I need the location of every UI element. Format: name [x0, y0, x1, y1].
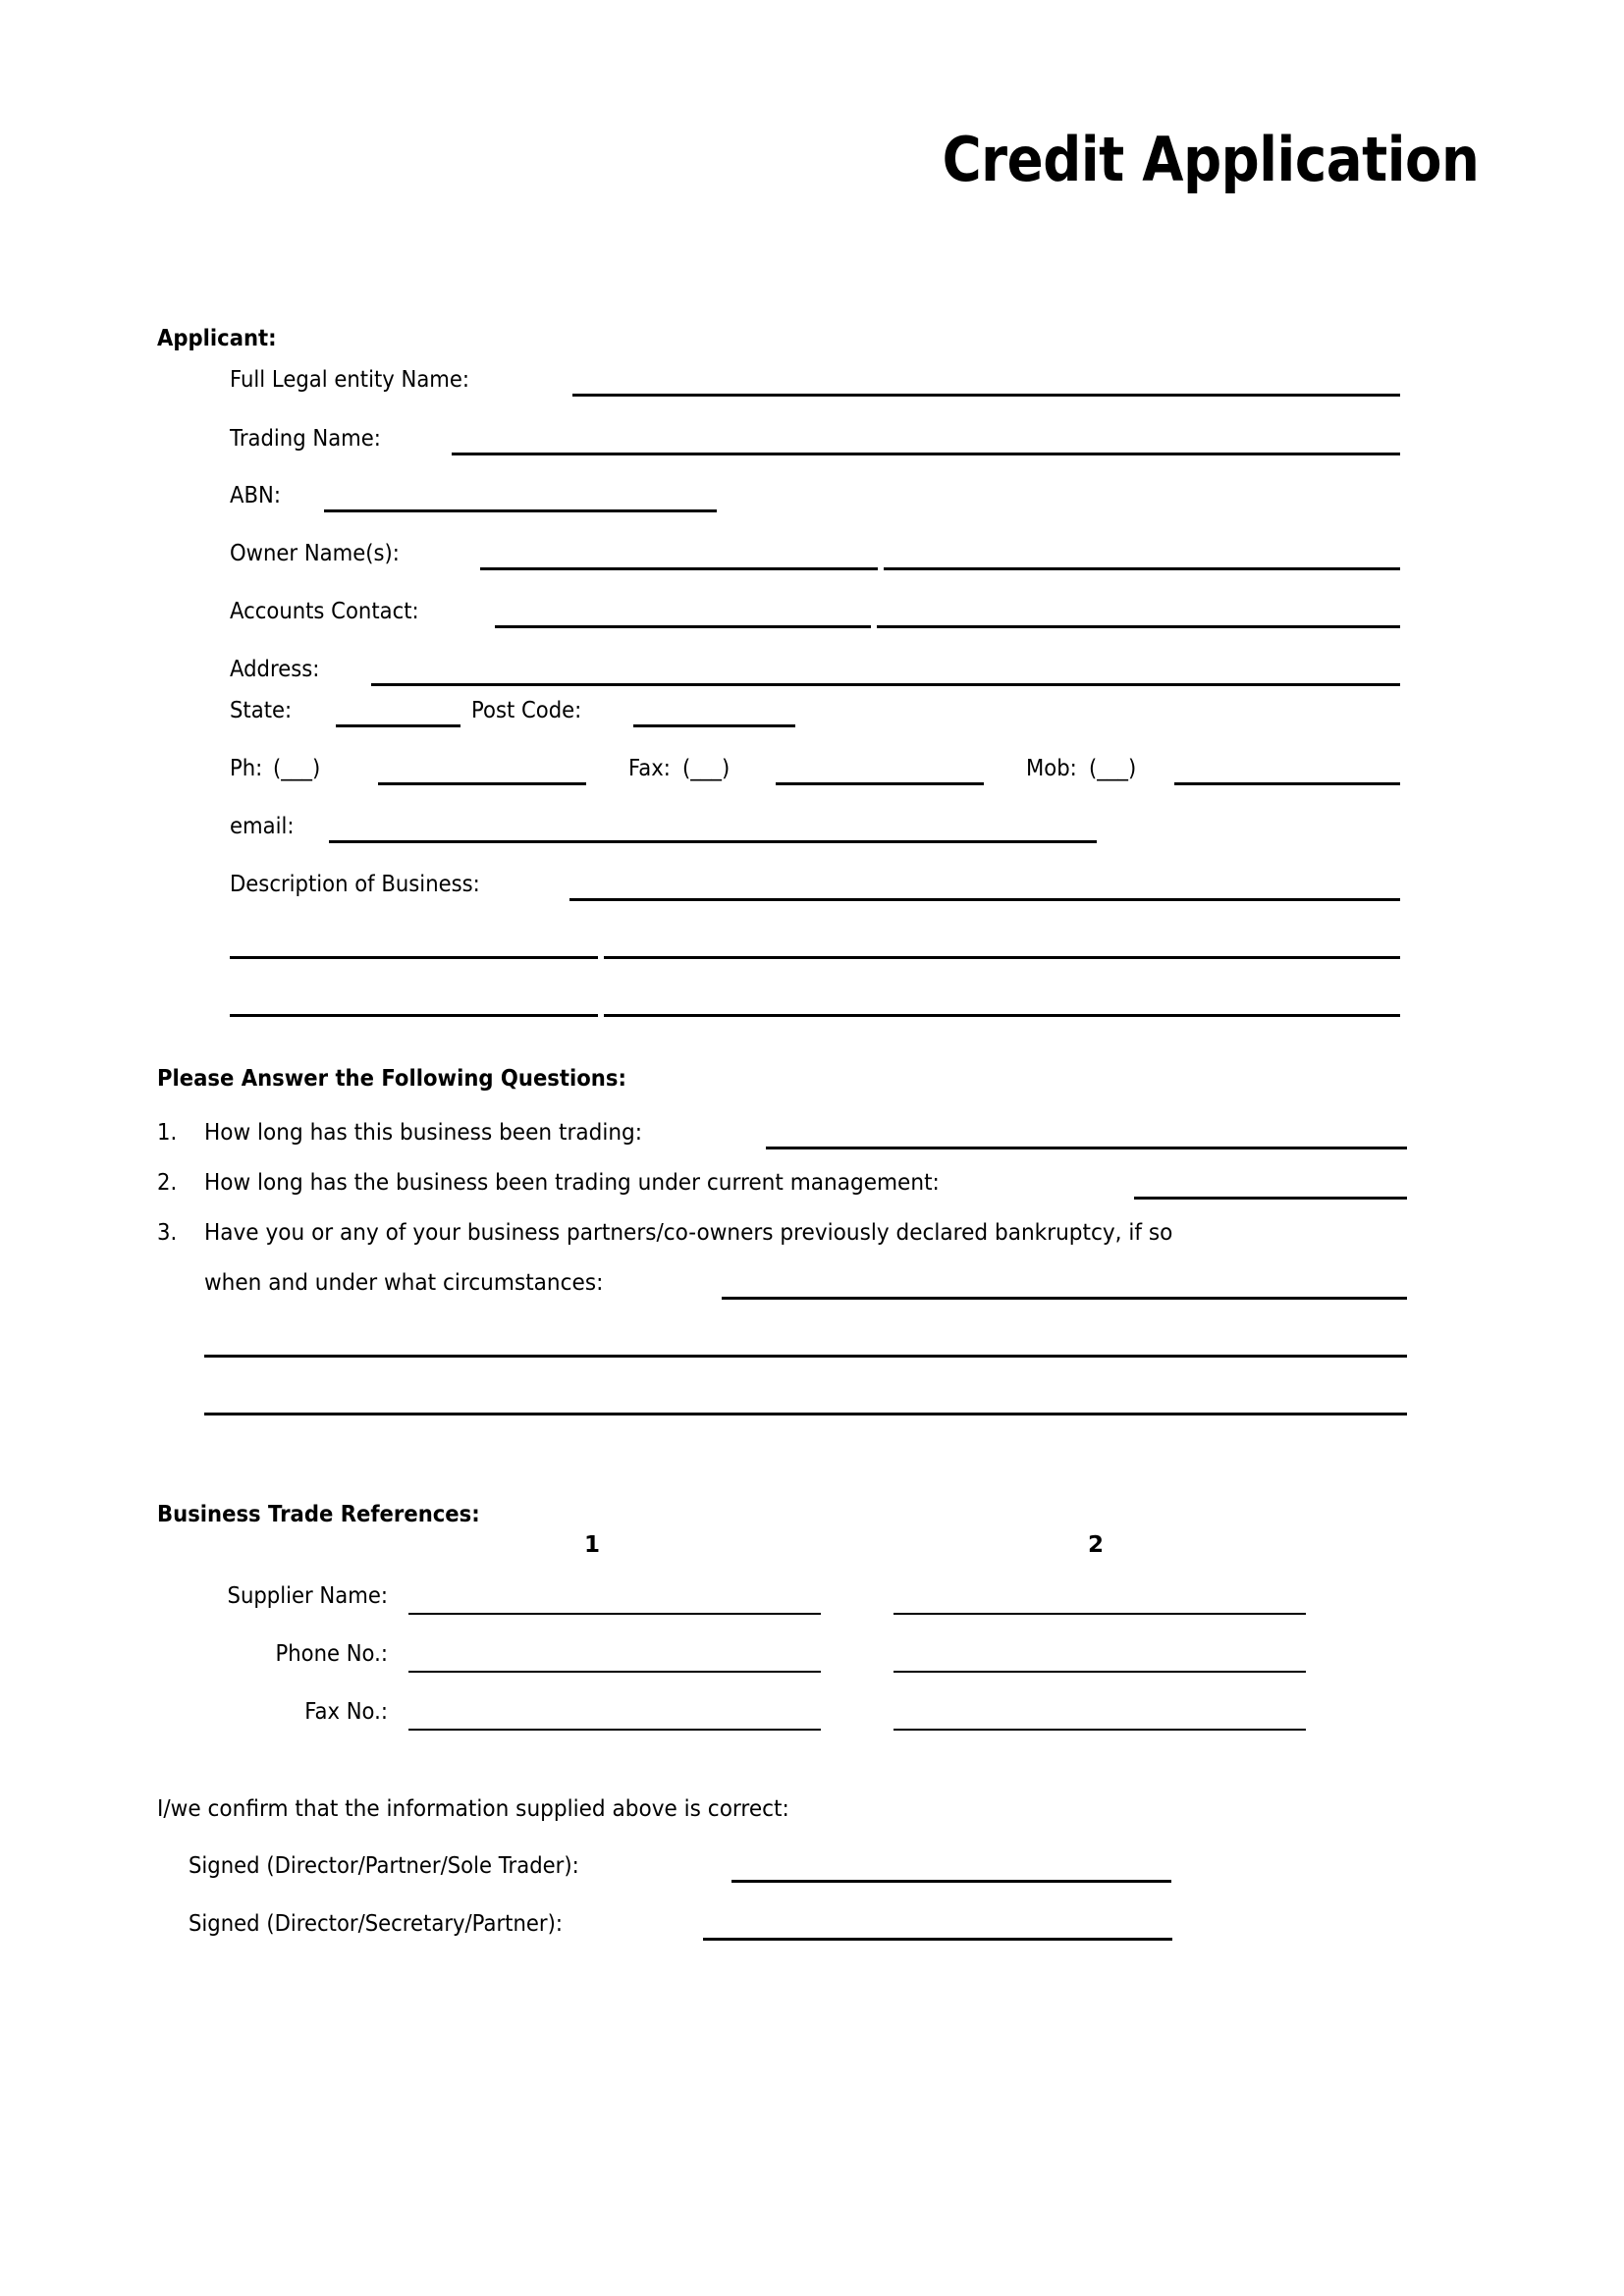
question-number-2: 2.	[157, 1170, 178, 1196]
input-line-fax-no-2[interactable]	[893, 1729, 1306, 1731]
field-label: Owner Name(s):	[230, 541, 400, 566]
input-line-full-legal-entity-name[interactable]	[572, 394, 1400, 397]
field-label: Fax:	[628, 756, 671, 781]
field-trading-name	[230, 426, 394, 452]
field-label: Ph:	[230, 756, 263, 781]
field-label: Trading Name:	[230, 426, 381, 452]
field-label: State:	[230, 698, 293, 723]
input-line-accounts-contact-a[interactable]	[495, 625, 871, 628]
input-line-description-1[interactable]	[569, 898, 1400, 901]
input-line-supplier-name-1[interactable]	[408, 1613, 821, 1615]
input-line-description-2a[interactable]	[230, 956, 598, 959]
field-signature-1	[189, 1853, 613, 1879]
input-line-trading-name[interactable]	[452, 453, 1400, 455]
field-label: Description of Business:	[230, 872, 480, 897]
input-line-accounts-contact-b[interactable]	[877, 625, 1400, 628]
input-line-question-3c[interactable]	[204, 1413, 1407, 1415]
confirmation-statement: I/we confirm that the information supplied above is correct:	[157, 1796, 789, 1822]
field-abn	[230, 483, 285, 508]
field-description-of-business	[230, 872, 502, 897]
field-phone	[230, 756, 325, 781]
field-label: Signed (Director/Partner/Sole Trader):	[189, 1853, 579, 1879]
trade-reference-label-fax-no: Fax No.:	[304, 1699, 388, 1725]
trade-reference-column-2-header: 2	[1088, 1532, 1105, 1558]
field-fax	[628, 756, 733, 781]
field-label: Signed (Director/Secretary/Partner):	[189, 1911, 563, 1937]
field-label: ABN:	[230, 483, 281, 508]
field-label: Post Code:	[471, 698, 582, 723]
field-label: Accounts Contact:	[230, 599, 419, 624]
trade-reference-column-1-header: 1	[584, 1532, 601, 1558]
input-line-address[interactable]	[371, 683, 1400, 686]
input-line-supplier-name-2[interactable]	[893, 1613, 1306, 1615]
input-line-phone[interactable]	[378, 782, 586, 785]
applicant-heading: Applicant:	[157, 326, 277, 351]
input-line-fax[interactable]	[776, 782, 984, 785]
input-line-question-2[interactable]	[1134, 1197, 1407, 1200]
field-label: Full Legal entity Name:	[230, 367, 470, 393]
question-text-3-line-1: Have you or any of your business partners/co-owners previously declared bankruptcy, if so	[204, 1220, 1173, 1246]
field-email	[230, 814, 299, 839]
trade-reference-label-phone-no: Phone No.:	[275, 1641, 388, 1667]
field-full-legal-entity-name	[230, 367, 490, 393]
input-line-signature-1[interactable]	[731, 1880, 1171, 1883]
field-address	[230, 657, 327, 682]
field-label: email:	[230, 814, 295, 839]
field-owner-names	[230, 541, 414, 566]
field-state	[230, 698, 298, 723]
input-line-abn[interactable]	[324, 509, 717, 512]
input-line-question-1[interactable]	[766, 1147, 1407, 1149]
question-text-2: How long has the business been trading under current management:	[204, 1170, 940, 1196]
input-line-state[interactable]	[336, 724, 460, 727]
input-line-signature-2[interactable]	[703, 1938, 1172, 1941]
field-signature-2	[189, 1911, 595, 1937]
question-text-1: How long has this business been trading:	[204, 1120, 643, 1146]
field-post-code	[471, 698, 591, 723]
input-line-email[interactable]	[329, 840, 1097, 843]
input-line-fax-no-1[interactable]	[408, 1729, 821, 1731]
questions-heading: Please Answer the Following Questions:	[157, 1066, 626, 1092]
mobile-area-code-placeholder[interactable]: (___)	[1089, 756, 1137, 781]
input-line-owner-names-a[interactable]	[480, 567, 878, 570]
question-number-1: 1.	[157, 1120, 178, 1146]
phone-area-code-placeholder[interactable]: (___)	[273, 756, 321, 781]
field-accounts-contact	[230, 599, 435, 624]
input-line-owner-names-b[interactable]	[884, 567, 1400, 570]
trade-reference-label-supplier-name: Supplier Name:	[227, 1583, 388, 1609]
field-label: Address:	[230, 657, 320, 682]
input-line-description-3b[interactable]	[604, 1014, 1400, 1017]
question-text-3-line-2: when and under what circumstances:	[204, 1270, 604, 1296]
input-line-phone-no-2[interactable]	[893, 1671, 1306, 1673]
input-line-description-2b[interactable]	[604, 956, 1400, 959]
field-label: Mob:	[1026, 756, 1077, 781]
input-line-phone-no-1[interactable]	[408, 1671, 821, 1673]
input-line-post-code[interactable]	[633, 724, 795, 727]
field-mobile	[1026, 756, 1141, 781]
input-line-question-3b[interactable]	[204, 1355, 1407, 1358]
question-number-3: 3.	[157, 1220, 178, 1246]
input-line-question-3a[interactable]	[722, 1297, 1407, 1300]
page-title: Credit Application	[942, 124, 1479, 195]
input-line-mobile[interactable]	[1174, 782, 1400, 785]
trade-references-heading: Business Trade References:	[157, 1502, 480, 1527]
input-line-description-3a[interactable]	[230, 1014, 598, 1017]
fax-area-code-placeholder[interactable]: (___)	[681, 756, 730, 781]
